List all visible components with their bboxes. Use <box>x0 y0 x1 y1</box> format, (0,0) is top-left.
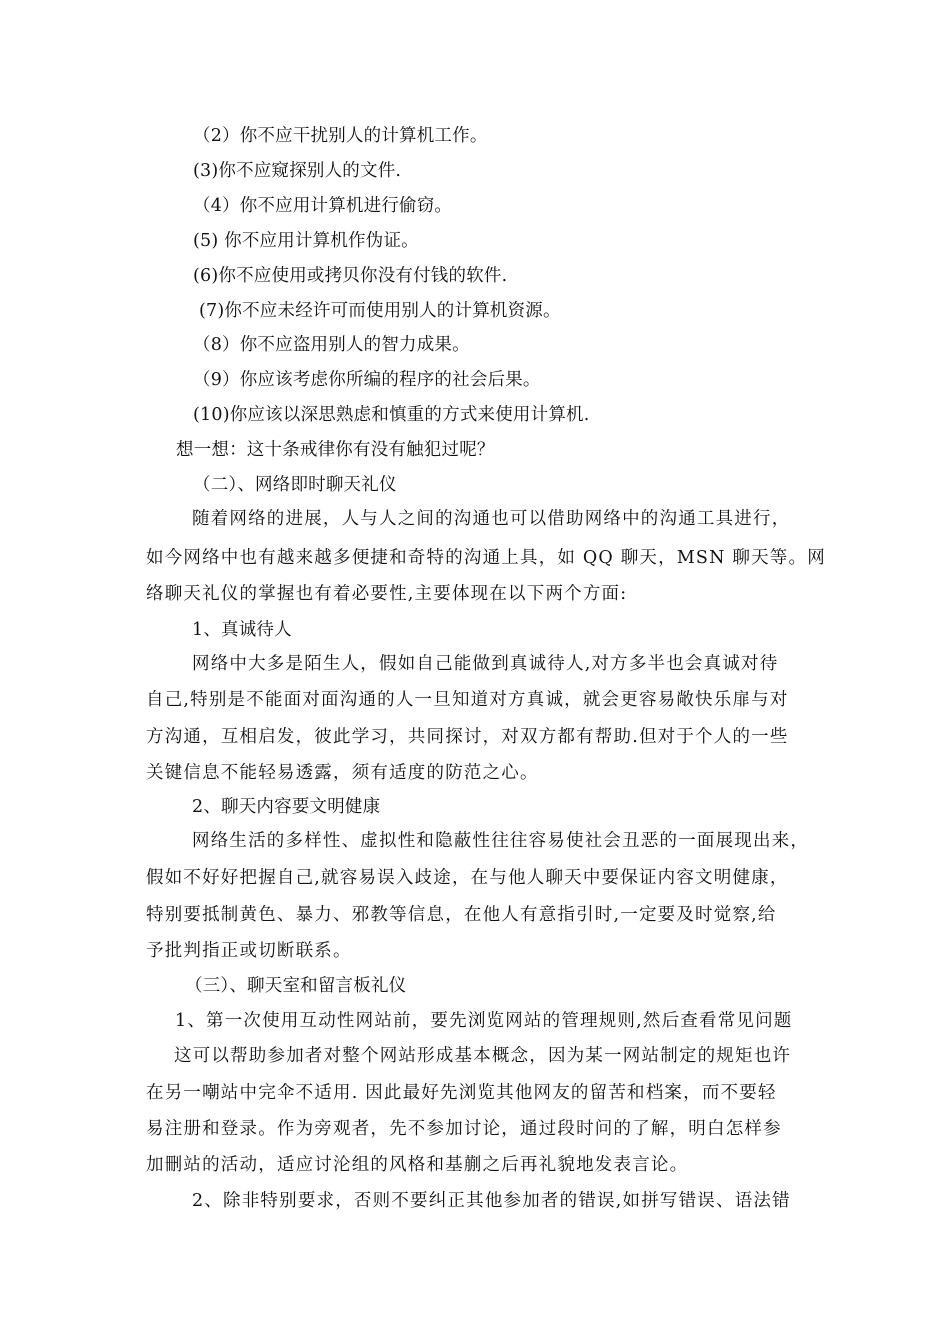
point-heading: 1、真诚待人 <box>192 620 292 640</box>
paragraph-line: 这可以帮助参加者对整个网站形成基本概念，因为某一网站制定的规矩也许 <box>174 1046 792 1066</box>
paragraph-line: 自己,特别是不能面对面沟通的人一旦知道对方真诚，就会更容易敞快乐扉与对 <box>146 690 789 710</box>
rule-line: (10)你应该以深思熟虑和慎重的方式来使用计算机. <box>193 405 590 425</box>
point-heading: 2、除非特别要求，否则不要纠正其他参加者的错误,如拼写错误、语法错 <box>192 1191 791 1211</box>
paragraph-line: 关键信息不能轻易透露，须有适度的防范之心。 <box>146 763 539 783</box>
rule-line: （8）你不应盗用别人的智力成果。 <box>193 335 470 355</box>
section-heading: （二）、网络即时聊天礼仪 <box>193 475 397 495</box>
rule-line: (6)你不应使用或拷贝你没有付钱的软件. <box>193 266 508 286</box>
paragraph-line: 如今网络中也有越来越多便捷和奇特的沟通上具，如 QQ 聊天，MSN 聊天等。网 <box>146 548 826 568</box>
section-heading: （三）、聊天室和留言板礼仪 <box>185 976 407 996</box>
paragraph-line: 方沟通，互相启发，彼此学习，共同探讨，对双方都有帮助.但对于个人的一些 <box>146 727 789 747</box>
paragraph-line: 特别要抵制黄色、暴力、邪教等信息，在他人有意指引时,一定要及时觉察,给 <box>146 905 777 925</box>
think-question: 想一想：这十条戒律你有没有触犯过呢？ <box>176 440 495 460</box>
paragraph-line: 络聊天礼仪的掌握也有着必要性,主要体现在以下两个方面: <box>146 584 628 604</box>
paragraph-line: 予批判指正或切断联系。 <box>146 941 352 961</box>
paragraph-line: 随着网络的进展，人与人之间的沟通也可以借助网络中的沟通工具进行， <box>192 509 791 529</box>
paragraph-line: 易注册和登录。作为旁观者，先不参加讨论，通过段时问的了解，明白怎样参 <box>146 1119 782 1139</box>
rule-line: (5) 你不应用计算机作伪证。 <box>193 231 419 251</box>
point-heading: 2、聊天内容要文明健康 <box>192 797 381 817</box>
paragraph-line: 在另一嘲站中完伞不适用. 因此最好先浏览其他网友的留苦和档案，而不要轻 <box>146 1083 777 1103</box>
rule-line: (7)你不应未经许可而使用别人的计算机资源。 <box>199 301 561 321</box>
rule-line: (3)你不应窥探别人的文件. <box>193 161 402 181</box>
rule-line: （9）你应该考虑你所编的程序的社会后果。 <box>193 370 541 390</box>
rule-line: （2）你不应干扰别人的计算机工作。 <box>193 126 488 146</box>
paragraph-line: 网络中大多是陌生人，假如自己能做到真诚待人,对方多半也会真诚对待 <box>192 654 779 674</box>
paragraph-line: 网络生活的多样性、虚拟性和隐蔽性往往容易使社会丑恶的一面展现出来， <box>192 831 810 851</box>
rule-line: （4）你不应用计算机进行偷窃。 <box>193 196 453 216</box>
point-heading: 1、第一次使用互动性网站前，要先浏览网站的管理规则,然后查看常见问题 <box>175 1011 793 1031</box>
paragraph-line: 假如不好好把握自己,就容易误入歧途，在与他人聊天中要保证内容文明健康， <box>146 868 789 888</box>
paragraph-line: 加刪站的活动，适应讨沦组的风格和基蒯之后再礼貌地发表言论。 <box>146 1155 689 1175</box>
